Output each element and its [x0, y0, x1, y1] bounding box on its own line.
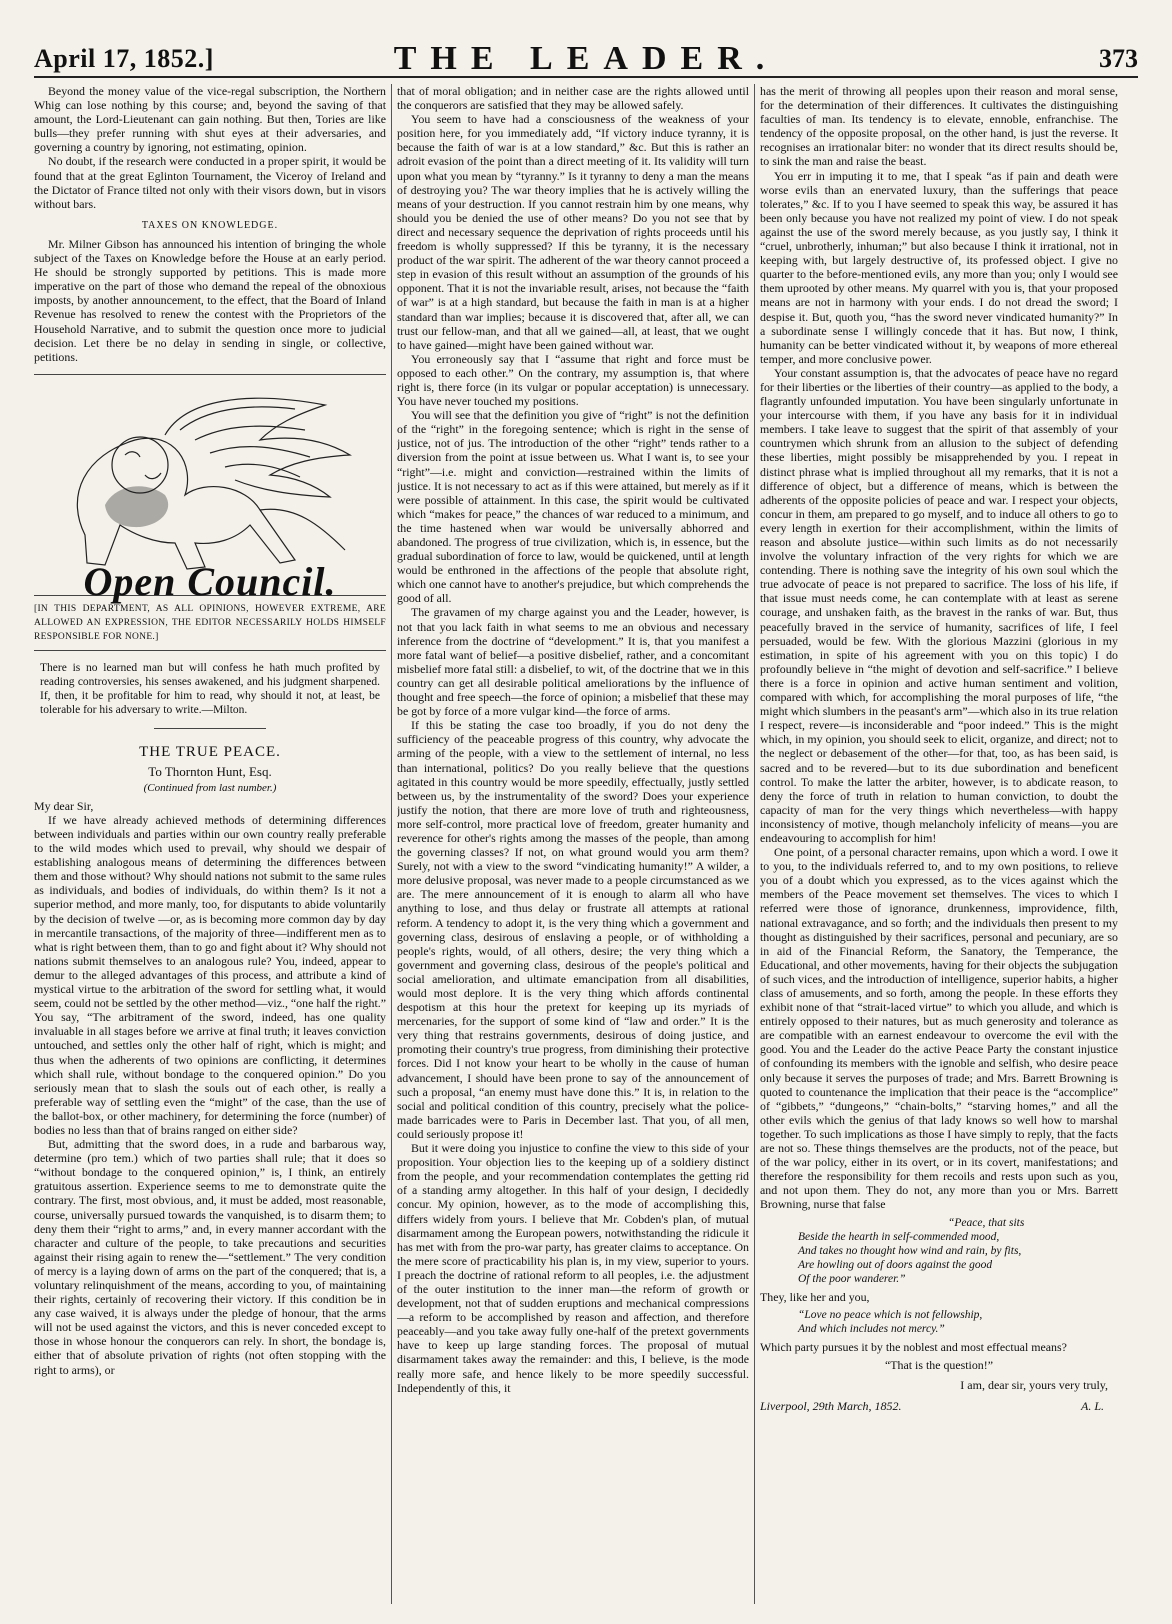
winged-lion-illustration — [45, 385, 375, 575]
divider — [154, 728, 266, 729]
paragraph: The gravamen of my charge against you and the Leader, however, is not that you lack faith in what seems to me an obvious and necessary inference from the doctrine of “development.” It is, that you manifest a more fatal want of belief—a positive disbelief, rather, and a concomitant misbelief more fatal still: a disbelief, to wit, of the doctrine that we in this country can get all desirable political ameliorations by the influence of thought and free speech—the force of opinion; a misbelief that these may be got by force of a more vulgar kind—the force of arms. — [397, 605, 749, 719]
poem-line: And which includes not mercy.” — [798, 1323, 945, 1336]
divider — [34, 650, 386, 651]
paragraph: You will see that the definition you give of “right” is not the definition of the “right” in the foregoing sentence; which is right in the sense of justice, not of jus. The introduction of the other “right” tends rather to a diversion from the point at issue between us. What I want is, to see your “right”—i.e. might and conviction—restrained within the limits of justice. It is not necessary to act as if this were attained, but merely as if it were possible of attainment. In this case, the spirit would be cultivated which “makes for peace,” the chances of war reduced to a minimum, and the time hastened when war would be universally abhorred and abandoned. The progress of true civilization, which is, in essence, but the gradual subordination of force to law, would be quickened, until at length would be enthroned in the affections of the people that absolute right, which one cannot have to another's prejudice, but which comprehends the good of all. — [397, 408, 749, 606]
continued-note: (Continued from last number.) — [143, 781, 277, 794]
letter-recipient: To Thornton Hunt, Esq. — [148, 763, 272, 779]
letter-title: THE TRUE PEACE. — [139, 743, 281, 760]
paragraph: Beyond the money value of the vice-regal subscription, the Northern Whig can lose nothing by this course; and, beyond the saving of that amount, the Lord-Lieutenant can gain nothing. But then, Tories are like bulls—they prefer running with shut eyes at their adversaries, and governing a country by ignoring, not estimating, opinion. — [34, 84, 386, 155]
paragraph: You seem to have had a consciousness of the weakness of your position here, for you immediately add, “If victory induce tyranny, it is because the faith of war is at a low standard,” &c. But this is rather an adroit evasion of the point than a direct meeting of it. Its validity will turn upon what you mean by “tyranny.” Is it tyranny to deny a man the means of destroying you? The war theory implies that he is actively willing the means of your destruction. If you cannot restrain him by one means, why should you be denied the use of other means? Do you not see that by direct and necessary sequence the deprivation of rights proceeds until his freedom is wholly suppressed? If this be tyranny, it is the necessary product of the war spirit. The adherent of the war theory cannot proceed a step in evasion of this result without an assumption of the grounds of his opponent. That it is not the invariable result, arises, not because the “faith of war” is at a high standard, but because the faith in man is at a higher standard than war implies; because it is discovered that, after all, we can trust our fellow-man, and that all we gained—all, at least, that we ought to have gained—might have been gained without war. — [397, 112, 749, 352]
paragraph: You err in imputing it to me, that I speak “as if pain and death were worse evils than an enervated luxury, than the sufferings that peace tolerates,” &c. If to you I have seemed to speak this way, be assured it has been only because you have not realized my point of view. I do not speak against the use of the sword merely because, as you justly say, I think it “cruel, unbrotherly, inhuman;” but also because I think it irrational, not in keeping with, but largely destructive of, its professed object. I give no quarter to the before-mentioned evils, any more than you; only I would see them uprooted by other means. My quarrel with you is, that your proposed means are not in harmony with your ends. I do not dread the sword; I despise it. But, quoth you, “has the sword never vindicated humanity?” In a subordinate sense I willingly concede that it has. But now, I think, humanity can be better vindicated without it, by weapons of more ethereal temper, and more conclusive power. — [760, 168, 1118, 366]
issue-date: April 17, 1852.] — [34, 44, 214, 73]
poem-line: “Love no peace which is not fellowship, — [798, 1309, 983, 1322]
poem-line: Of the poor wanderer.” — [798, 1272, 906, 1285]
paragraph: If we have already achieved methods of determining differences between individuals and parties within our own country really preferable to the wild modes which used to prevail, why should we despair of establishing analogous means of determining the differences between them and those without? Why should nations not submit to the same rules as individuals, and bodies of individuals, do within them? Is it not a superior method, and more manly, too, for disputants to abide voluntarily by the decision of twelve —or, as is becoming more common day by day in mercantile transactions, of the majority of three—indifferent men as to what is right between them, than to go and fight about it? Why should not nations submit themselves to an analogous rule? You, indeed, appear to demur to the alleged advantages of this process, and attribute a kind of mystical virtue to the arbitration of the sword for settling what, it would seem, could not be settled by the other method—viz., “one half the right.” You say, “The arbitrament of the sword, indeed, has one quality invaluable in all stages before we arrive at final truth; it leaves conviction untouched, and settles only the other half of right, which is might; and thus when the adherents of two opinions are conflicting, it determines which shall rule, without bondage to the conquered opinion.” Do you seriously mean that to slash the souls out of each other, is really a preferable way of settling even the “might” of the case, than the use of the ballot-box, or other machinery, for determining the force (number) of bodies no less than that of brains ranged on either side? — [34, 812, 386, 1137]
page-number: 373 — [1099, 44, 1138, 73]
poem-line: And takes no thought how wind and rain, by fits, — [798, 1244, 1022, 1257]
header-rule — [34, 76, 1138, 78]
divider — [34, 374, 386, 375]
section-heading: TAXES ON KNOWLEDGE. — [141, 219, 279, 231]
poem-line: Beside the hearth in self-commended mood, — [798, 1230, 1000, 1243]
paragraph: They, like her and you, — [760, 1289, 870, 1304]
place-date: Liverpool, 29th March, 1852. — [760, 1398, 902, 1413]
signature-line — [760, 1399, 1104, 1413]
paragraph: No doubt, if the research were conducted in a proper spirit, it would be found that at the great Eglinton Tournament, the Viceroy of Ireland and the Dictator of France tilted not only with their visors down, but in visors without bars. — [34, 154, 386, 211]
page-header — [34, 40, 1138, 76]
paragraph: But it were doing you injustice to confine the view to this side of your proposition. Your objection lies to the keeping up of a soldiery distinct from the people, and your recommendation contemplates the getting rid of a standing army altogether. In this half of your design, I decidedly concur. My opinion, however, as to the mode of accomplishing this, differs widely from yours. I believe that Mr. Cobden's plan, of mutual disarmament among the European powers, notwithstanding the ridicule it has met with from the pro-war party, has greater claims to acceptance. On the mere score of practicability his plan is, in my view, superior to yours. I preach the doctrine of rational reform to all peoples, i.e. the adjustment of the outer institution to the inner man—the reform of growth or development, not that of sudden eruptions and mechanical compressions—a reform to be accomplished by reason and affection, and therefore peaceably—and you take away fully one-half of the pretext governments have to keep up large standing forces. The proposal of mutual disarmament takes away the remainder: and this, I believe, is the mode really more safe, and hence likely to be more speedily successful. Independently of this, it — [397, 1141, 749, 1395]
milton-quote: There is no learned man but will confess he hath much profited by reading controversies, his senses awakened, and his judgment sharpened. If, then, it be profitable for him to read, why should it not, at least, be tolerable for his adversary to write.—Milton. — [40, 662, 380, 717]
column-divider — [391, 84, 392, 1604]
column-3 — [760, 84, 1118, 1616]
paragraph: You erroneously say that I “assume that right and force must be opposed to each other.” On the contrary, my assumption is, that where right is, there force (in its vulgar or popular acceptation) is unnecessary. You have never touched my positions. — [397, 351, 749, 409]
open-council-title: Open Council. — [83, 558, 337, 604]
poem-line: “Peace, that sits — [948, 1216, 1025, 1229]
column-1 — [34, 84, 386, 1616]
paragraph: But, admitting that the sword does, in a rude and barbarous way, determine (pro tem.) which of two parties shall rule; that it does so “without bondage to the conquered opinion,” is, I think, an entirely gratuitous assertion. Experience seems to me to demonstrate quite the contrary. The first, most obvious, and, it must be added, most reasonable, course, universally pursued towards the vanquished, is to disarm them; to deny them their “right to arms,” and, in every manner accordant with the character and culture of the people, to take precautions and securities against their rising again to renew the—“settlement.” The very condition of mercy is a laying down of arms on the part of the conquered; that is, a voluntary relinquishment of the means, according to you, of maintaining their rights, certainly of recovering their victory. If this condition be in any case waived, it is always under the pledge of honour, that the arms will not be used against the victors, and this is never conceded except to those in whose honour the conquerors can rely. In short, the bondage is, either that of absolute privation of rights (not often stopping with the right to arms), or — [34, 1137, 386, 1377]
poem-quote — [798, 1308, 1118, 1336]
masthead-title: THE LEADER. — [393, 40, 779, 77]
paragraph: Which party pursues it by the noblest and most effectual means? — [760, 1340, 1067, 1355]
paragraph: Mr. Milner Gibson has announced his intention of bringing the whole subject of the Taxes on Knowledge before the House at an early period. He should be strongly supported by petitions. This is made more imperative on the part of those who demand the repeal of the obnoxious imposts, by another announcement, to the effect, that the Board of Inland Revenue has resolved to renew the contest with the Proprietors of the Household Narrative, and to submit the question once more to judicial decision. Let there be no delay in sending in single, or collective, petitions. — [34, 236, 386, 364]
paragraph: Your constant assumption is, that the advocates of peace have no regard for their liberties or the liberties of their country—as applied to the body, a flagrantly unfounded imputation. You have been singularly unfortunate in your intercourse with them, if you have any basis for it in individual members. I take leave to suggest that the spirit of that assembly of your countrymen which shrunk from an allusion to the subject of defending these liberties, might possibly be misapprehended by you. I repeat in distinct phrase what is implied throughout all my remarks, that it is not a difference of object, but a difference of means, which is between the adherents of the opposite policies of peace and war. I respect your objects, concur in them, am prepared to go myself, and to induce all others to go to every length in exertion for their accomplishment, within the limits of reason and absolute justice—within such limits as do not necessarily involve the voluntary infraction of the very rights for which we are contending. There is nothing save the integrity of his own soul which the true advocate of peace is not prepared to sacrifice. The loss of his life, if that issue must needs come, he can contemplate with at least as serene courage, and unshaken faith, as the bravest in the ranks of war. But, thus peacefully braved in the service of humanity, sacrifices of life, I feel persuaded, would be few. With the glorious Mazzini (glorious in my estimation, in spite of his agreement with you on this topic) I do profoundly believe in “the might of devotion and self-sacrifice.” I believe there is a force in opinion and active human sentiment and volition, compared with which, for accomplishing the moral purposes of life, “the might which slumbers in the peasant's arm”—which also in its true relation I respect, revere—is inconsiderable and “poor indeed.” This is the might which, in my opinion, you should seek to elicit, organize, and direct; not to the neglect or debasement of the other—for that, too, as has been said, is sacred and to be revered—but to its due subordination and beneficent control. To make the latter the arbiter, however, is to abdicate reason, to deny the force of truth in relation to human conviction, to doubt the capacity of man for the very things which nevertheless—with happy inconsistency of motive, though melancholy infelicity of means—you are endeavouring to accomplish for him! — [760, 365, 1118, 845]
paragraph: One point, of a personal character remains, upon which a word. I owe it to you, to the individuals referred to, and to my own positions, to relieve you of a doubt which you expressed, as to the vices against which the members of the Peace movement set themselves. The vices to which I referred were those of ignorance, drunkenness, improvidence, filth, national extravagance, and so forth; and the individuals then present to my thought as distinguished by their sacrifices, personal and pecuniary, are so in aid of the Financial Reform, the Sanatory, the Temperance, the Educational, and other movements, having for their objects the subjugation of such vices, and the introduction of intelligence, superior habits, a higher class of amusements, and so forth, among the people. In these efforts they exhibit none of that “strait-laced virtue” to which you allude, and which is entirely opposed to their natures, but as much generosity and tolerance as are compatible with an earnest endeavour to overcome the evil with the good. You and the Leader do the active Peace Party the constant injustice of confounding its members with the ignoble and selfish, who desire peace only because it serves the purposes of trade; and Mrs. Barrett Browning is quoted to countenance the implication that their peace is the “accomplice” of “gibbets,” “dungeons,” “chain-bolts,” “starving homes,” and all the other evils which the genius of that lady knows so well how to marshal together. To such implications as those I have simply to reply, that the facts are not so. These things themselves are the products, not of the peace, but of the war policy, either in its overt, or in its covert, manifestations; and therefore the responsibility for them recoils and rests upon such as you, and not upon them. They do not, any more than you or Mrs. Barrett Browning, nurse that false — [760, 845, 1118, 1212]
initials: A. L. — [1080, 1398, 1104, 1413]
editor-disclaimer: [IN THIS DEPARTMENT, AS ALL OPINIONS, HOWEVER EXTREME, ARE ALLOWED AN EXPRESSION, THE EDITOR NECESSARILY HOLDS HIMSELF RESPONSIBLE FOR NONE.] — [34, 603, 386, 643]
poem-quote — [798, 1216, 1118, 1286]
paragraph: that of moral obligation; and in neither case are the rights allowed until the conquerors are satisfied that they may be allowed safely. — [397, 84, 749, 113]
paragraph: If this be stating the case too broadly, if you do not deny the sufficiency of the peaceable progress of this country, why advocate the arming of the people, with a view to the settlement of internal, no less than international, politics? Do you really believe that the questions agitated in this country would be more speedily, effectually, justly settled between us, by the instrumentality of the sword? Does your experience justify the notion, that there are more love of truth and righteousness, more self-control, more practical love of freedom, greater humanity and reverence for other's rights among the masses of the people, than among the governing classes? If not, on what ground would you arm them? Surely, not with a view to the sword “vindicating humanity!” A wilder, a more delusive proposal, was never made to a people circumstanced as we are. The mere announcement of it is enough to alarm all who have anything to lose, and thus delay or frustrate all attempts at rational reform. A tendency to adopt it, is the very thing which a government and governing class, desirous of enslaving a people, or of withholding a people's rights, would, of all others, desire; the very thing which a government and governing class, desirous of the people's political and social amelioration, and ultimate emancipation from all disabilities, would most deplore. It is the very thing which affords continental despotism at this hour the pretext for keeping up its myriads of mercenaries, for the support of some kind of “law and order.” It is the very thing that restrains governments, desirous of doing justice, and promoting their country's true progress, from diminishing their protective forces. Did I not know your heart to be wholly in the cause of human advancement, I should have been prone to say of the announcement of such a proposal, “an enemy must have done this.” It is, in relation to the social and political condition of this country, precisely what the police-made barricades were to Paris in December last. That you, of all men, could seriously propose it! — [397, 718, 749, 1141]
poem-line: Are howling out of doors against the good — [798, 1258, 993, 1271]
signoff: I am, dear sir, yours very truly, — [960, 1378, 1108, 1393]
column-2 — [397, 84, 749, 1616]
column-divider — [754, 84, 755, 1604]
salutation: My dear Sir, — [34, 798, 94, 813]
paragraph: has the merit of throwing all peoples upon their reason and moral sense, for the determination of their differences. It cultivates the distinguishing faculties of man. Its tendency is to elevate, ennoble, enfranchise. The tendency of the opposite proposal, on the other hand, is just the reverse. It recognises an irrationalar biter: no wonder that its direct results should be, to sink the man and raise the beast. — [760, 84, 1118, 169]
truth-line: “That is the question!” — [885, 1358, 993, 1373]
